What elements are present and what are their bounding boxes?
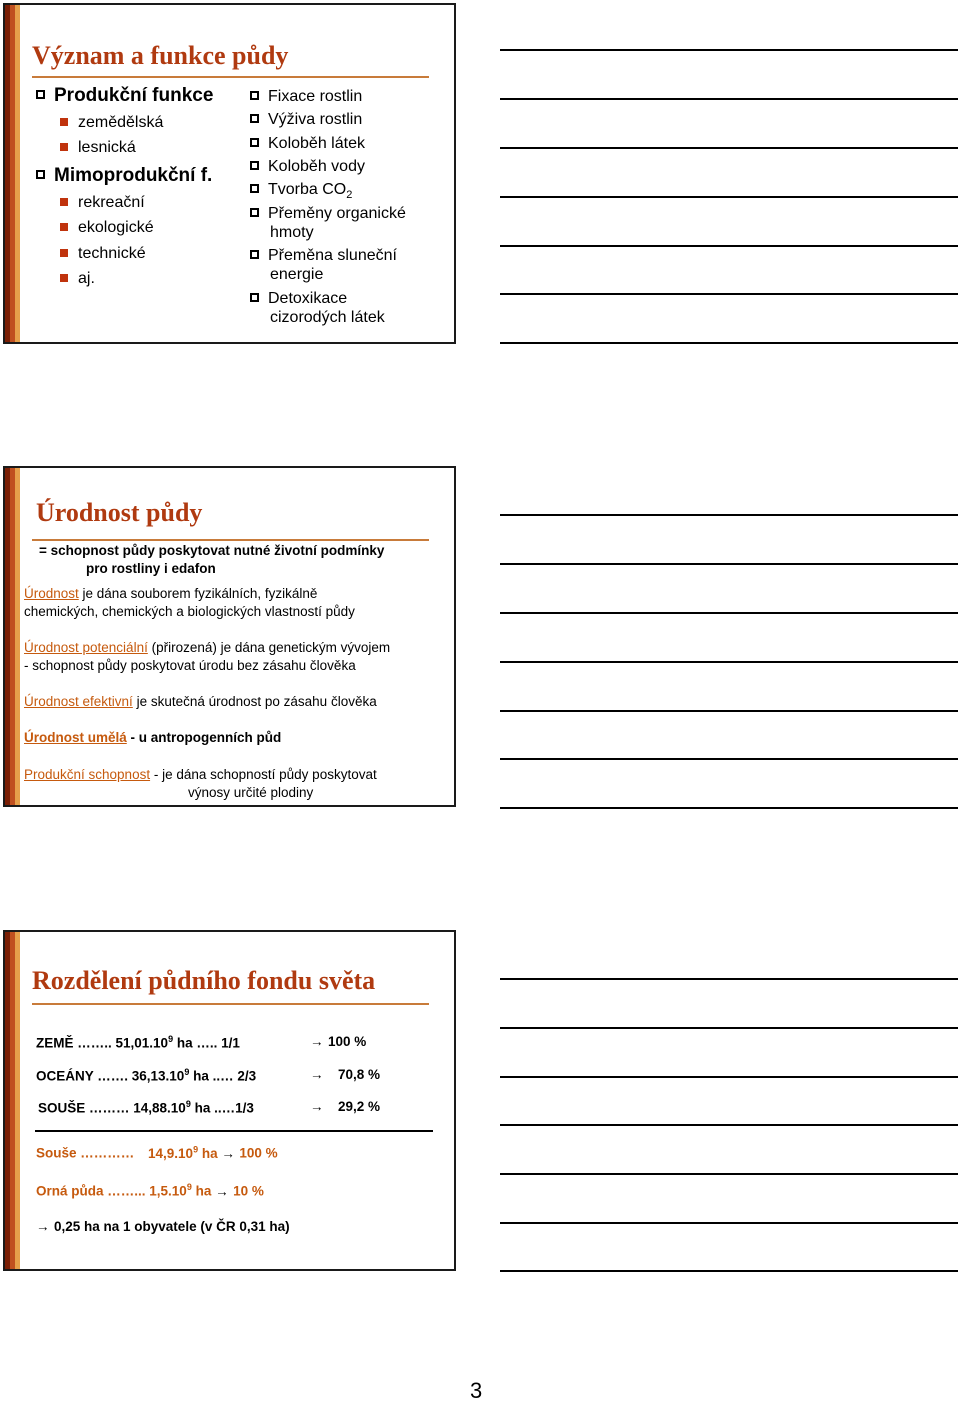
slide-stripe	[5, 5, 20, 342]
note-line	[500, 1222, 958, 1224]
note-line	[500, 1027, 958, 1029]
square-bullet-icon	[36, 90, 45, 99]
sub-bullet-item: lesnická	[60, 139, 136, 157]
note-line	[500, 563, 958, 565]
note-line	[500, 342, 958, 344]
square-bullet-icon	[250, 250, 259, 259]
per-capita-row: → 0,25 ha na 1 obyvatele (v ČR 0,31 ha)	[36, 1219, 290, 1234]
square-bullet-icon	[250, 114, 259, 123]
arrow-icon: →	[215, 1183, 229, 1199]
note-line	[500, 293, 958, 295]
note-line	[500, 514, 958, 516]
function-item: Tvorba $CO_2$	[250, 180, 352, 205]
note-line	[500, 661, 958, 663]
paragraph: Úrodnost efektivní je skutečná úrodnost po zásahu člověka	[24, 694, 377, 709]
square-bullet-icon	[250, 161, 259, 170]
note-line	[500, 807, 958, 809]
note-line	[500, 147, 958, 149]
function-item: Přeměny organické hmoty	[250, 204, 406, 242]
square-bullet-icon	[250, 91, 259, 100]
note-line	[500, 758, 958, 760]
sub-bullet-item: ekologické	[60, 219, 154, 237]
filled-square-icon	[60, 198, 68, 206]
sub-bullet-item: aj.	[60, 270, 95, 288]
square-bullet-icon	[250, 208, 259, 217]
title-underline	[32, 76, 429, 78]
note-line	[500, 978, 958, 980]
arrow-icon: →	[36, 1219, 50, 1234]
stat-row: SOUŠE ……… 14,88.10$^9$ ha ..…1/3	[38, 1099, 254, 1116]
function-item: Detoxikace cizorodých látek	[250, 289, 385, 327]
filled-square-icon	[60, 249, 68, 257]
square-bullet-icon	[36, 170, 45, 179]
square-bullet-icon	[250, 293, 259, 302]
souse-row: Souše ………… 14,9.10$^9$ ha → 100 %	[36, 1144, 278, 1161]
definition-line: = schopnost půdy poskytovat nutné životní podmínky	[39, 543, 385, 558]
filled-square-icon	[60, 118, 68, 126]
bullet-item: Produkční funkce	[36, 85, 213, 107]
page-number: 3	[470, 1378, 483, 1403]
stat-pct: → 70,8 %	[310, 1067, 381, 1082]
arrow-icon: →	[310, 1067, 324, 1082]
stat-pct: → 29,2 %	[310, 1099, 381, 1114]
slide-1	[3, 3, 456, 344]
slide-3	[3, 930, 456, 1271]
slide-stripe	[5, 932, 20, 1269]
note-line	[500, 612, 958, 614]
square-bullet-icon	[250, 138, 259, 147]
filled-square-icon	[60, 274, 68, 282]
filled-square-icon	[60, 143, 68, 151]
paragraph: Úrodnost umělá - u antropogenních půd	[24, 730, 282, 745]
note-line	[500, 710, 958, 712]
function-item: Koloběh vody	[250, 157, 365, 176]
definition-line: pro rostliny i edafon	[86, 561, 216, 576]
paragraph: Úrodnost je dána souborem fyzikálních, fyzikálně chemických, chemických a biologických vlastností půdy	[24, 586, 355, 619]
function-item: Výživa rostlin	[250, 110, 362, 129]
paragraph: Produkční schopnost - je dána schopností půdy poskytovat výnosy určité plodiny	[24, 767, 377, 800]
paragraph: Úrodnost potenciální (přirozená) je dána genetickým vývojem - schopnost půdy poskytovat úrodu bez zásahu člověka	[24, 640, 391, 673]
bullet-item: Mimoprodukční f.	[36, 165, 212, 187]
title-underline	[32, 1003, 429, 1005]
function-item: Přeměna sluneční energie	[250, 246, 397, 284]
stat-row: OCEÁNY ……. 36,13.10$^9$ ha ..… 2/3	[36, 1067, 257, 1084]
separator-line	[35, 1130, 433, 1132]
sub-bullet-item: technické	[60, 245, 146, 263]
note-line	[500, 98, 958, 100]
note-line	[500, 1270, 958, 1272]
arrow-icon: →	[310, 1034, 324, 1049]
orna-row: Orná půda ……... 1,5.10$^9$ ha → 10 %	[36, 1182, 264, 1199]
function-item: Fixace rostlin	[250, 87, 362, 106]
square-bullet-icon	[250, 184, 259, 193]
sub-bullet-item: rekreační	[60, 194, 145, 212]
arrow-icon: →	[221, 1145, 235, 1161]
slide-title: Rozdělení půdního fondu světa	[32, 966, 376, 995]
filled-square-icon	[60, 223, 68, 231]
note-line	[500, 1173, 958, 1175]
slide-2	[3, 466, 456, 807]
note-line	[500, 245, 958, 247]
function-item: Koloběh látek	[250, 134, 365, 153]
stat-pct: → 100 %	[310, 1034, 367, 1049]
title-underline	[32, 539, 429, 541]
arrow-icon: →	[310, 1099, 324, 1114]
slide-title: Úrodnost půdy	[36, 498, 203, 527]
note-line	[500, 196, 958, 198]
note-line	[500, 1124, 958, 1126]
note-line	[500, 49, 958, 51]
note-line	[500, 1076, 958, 1078]
slide-stripe	[5, 468, 20, 805]
sub-bullet-item: zemědělská	[60, 114, 163, 132]
slide-title: Význam a funkce půdy	[32, 41, 289, 70]
stat-row: ZEMĚ …….. 51,01.10$^9$ ha ….. 1/1	[36, 1034, 240, 1051]
